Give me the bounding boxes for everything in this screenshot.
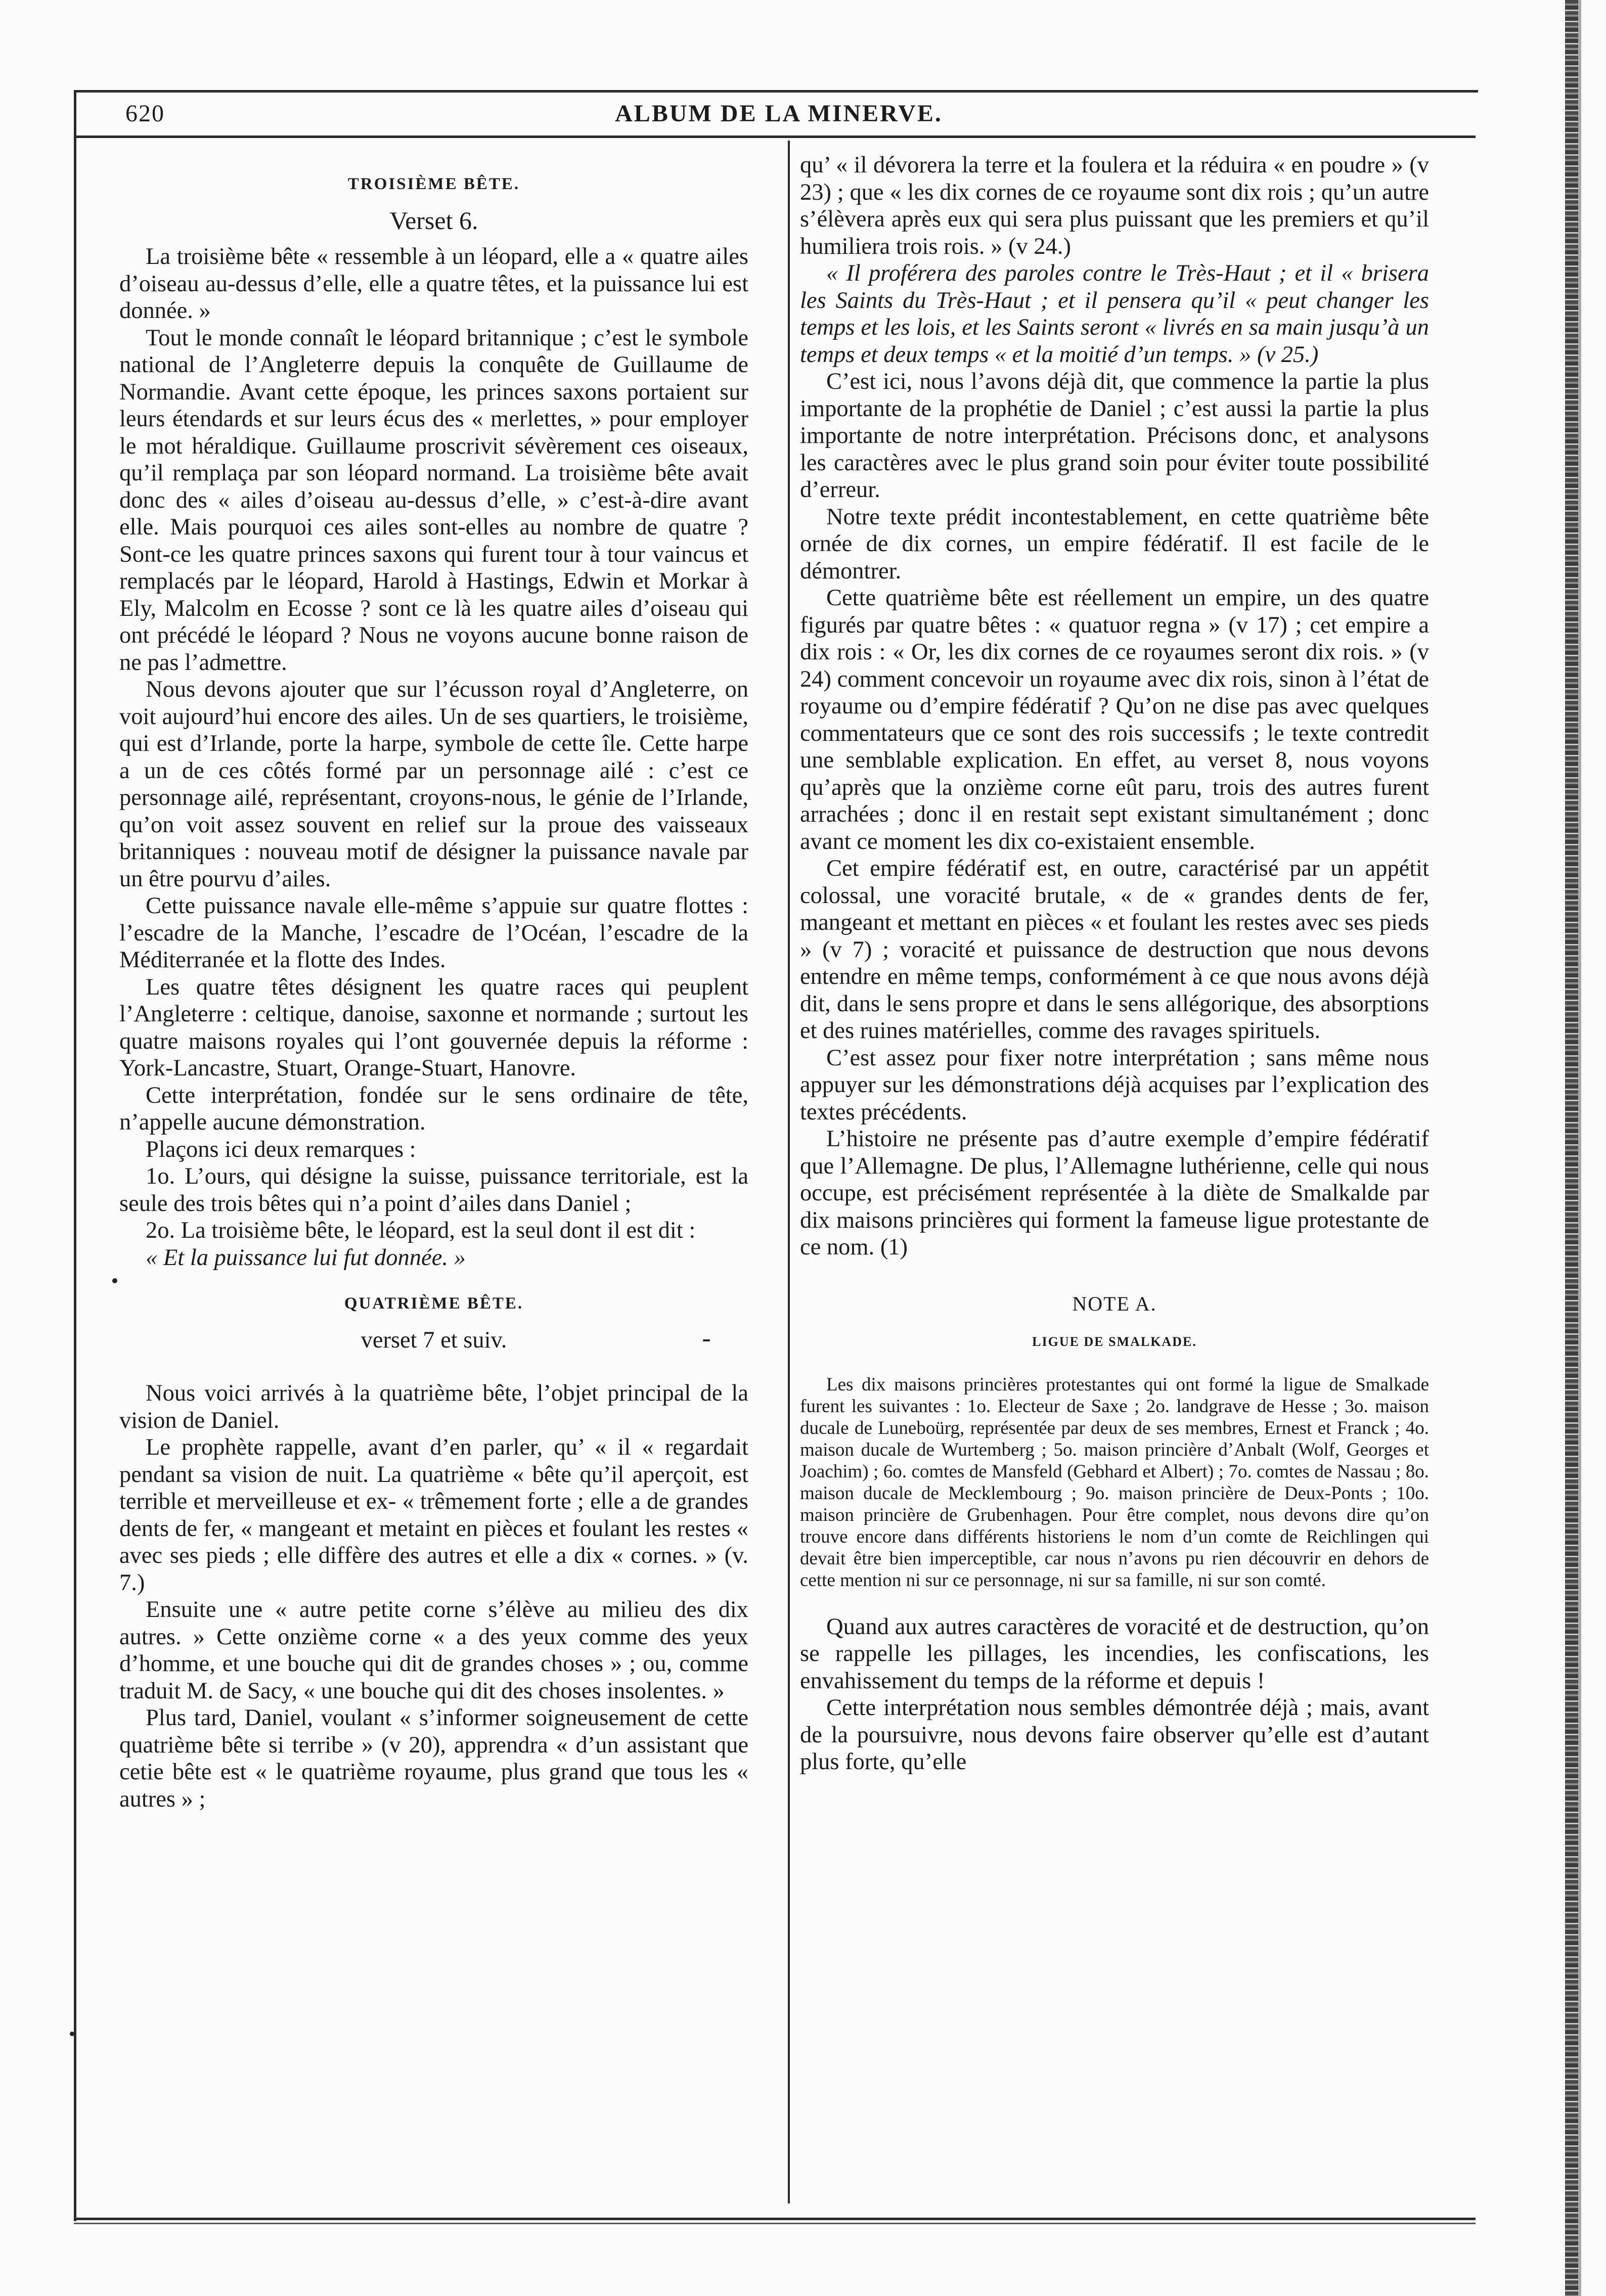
paragraph: Plus tard, Daniel, voulant « s’informer soigneusement de cette quatrième bête si terribe » (v 20), apprendra « d’un assistant que cetie bête est « le quatrième royaume, plus grand que tous les « autres » ; xyxy=(119,1705,748,1812)
verse-heading-7: verset 7 et suiv. xyxy=(361,1327,507,1353)
left-column xyxy=(119,152,748,1813)
paragraph: Cette interprétation, fondée sur le sens ordinaire de tête, n’appelle aucune démonstration. xyxy=(119,1082,748,1135)
right-column xyxy=(800,152,1429,1776)
speck xyxy=(112,1278,117,1283)
footer-rule xyxy=(74,2218,1476,2220)
paragraph: C’est assez pour fixer notre interprétation ; sans même nous appuyer sur les démonstrations déjà acquises par l’explication des textes précédents. xyxy=(800,1045,1429,1125)
quotation: « Et la puissance lui fut donnée. » xyxy=(146,1244,466,1271)
paragraph: C’est ici, nous l’avons déjà dit, que commence la partie la plus importante de la prophétie de Daniel ; c’est aussi la partie la plus importante de notre interprétation. Précisons donc, et analysons les caractères avec le plus grand soin pour éviter toute possibilité d’erreur. xyxy=(800,369,1429,503)
note-title: NOTE A. xyxy=(1072,1292,1157,1315)
paragraph: 2o. La troisième bête, le léopard, est la seul dont il est dit : xyxy=(146,1218,696,1243)
scanned-page-edge-shadow xyxy=(1578,0,1581,2296)
note-subtitle: LIGUE DE SMALKADE. xyxy=(1032,1334,1197,1349)
header-rule xyxy=(76,136,1476,138)
paragraph: Quand aux autres caractères de voracité et de destruction, qu’on se rappelle les pillages, les incendies, les confiscations, les envahissement du temps de la réforme et depuis ! xyxy=(800,1613,1429,1694)
verse-heading-6: Verset 6. xyxy=(389,206,478,235)
paragraph: Cette interprétation nous sembles démontrée déjà ; mais, avant de la poursuivre, nous devons faire observer qu’elle est d’autant plus forte, qu’elle xyxy=(800,1695,1429,1775)
paragraph: Notre texte prédit incontestablement, en cette quatrième bête ornée de dix cornes, un empire fédératif. Il est facile de le démontrer. xyxy=(800,504,1429,584)
column-divider xyxy=(788,141,790,2203)
paragraph: Les quatre têtes désignent les quatre races qui peuplent l’Angleterre : celtique, danoise, saxonne et normande ; surtout les quatre maisons royales qui l’ont gouvernée depuis la réforme : York-Lancastre, Stuart, Orange-Stuart, Hanovre. xyxy=(119,974,748,1081)
running-title: ALBUM DE LA MINERVE. xyxy=(615,100,943,127)
note-text: Les dix maisons princières protestantes qui ont formé la ligue de Smalkade furent les suivantes : 1o. Electeur de Saxe ; 2o. landgrave de Hesse ; 3o. maison ducale de Luneboürg, représentée par deux de ses membres, Ernest et Franck ; 4o. maison ducale de Wurtemberg ; 5o. maison princière d’Anbalt (Wolf, Georges et Joachim) ; 6o. comtes de Mansfeld (Gebhard et Albert) ; 7o. comtes de Nassau ; 8o. maison ducale de Mecklembourg ; 9o. maison princière de Deux-Ponts ; 10o. maison princière de Grubenhagen. Pour être complet, nous devons dire qu’on trouve encore dans différents historiens le nom d’un comte de Reichlingen qui devait être bien imperceptible, car nous n’avons pu rien découvrir en dehors de cette mention ni sur ce personnage, ni sur sa famille, ni sur son comté. xyxy=(800,1374,1429,1591)
scanned-page-edge xyxy=(1565,0,1578,2296)
paragraph: Plaçons ici deux remarques : xyxy=(146,1136,416,1162)
paragraph: Cette puissance navale elle-même s’appuie sur quatre flottes : l’escadre de la Manche, l’escadre de l’Océan, l’escadre de la Méditerranée et la flotte des Indes. xyxy=(119,893,748,973)
page-header xyxy=(86,94,1471,133)
paragraph: 1o. L’ours, qui désigne la suisse, puissance territoriale, est la seule des trois bêtes qui n’a point d’ailes dans Daniel ; xyxy=(119,1163,748,1217)
speck xyxy=(703,1339,710,1341)
paragraph: Tout le monde connaît le léopard britannique ; c’est le symbole national de l’Angleterre depuis la conquête de Guillaume de Normandie. Avant cette époque, les princes saxons portaient sur leurs étendards et sur leurs écus des « merlettes, » pour employer le mot héraldique. Guillaume proscrivit sévèrement ces oiseaux, qu’il remplaça par son léopard normand. La troisième bête avait donc des « ailes d’oiseau au-dessus d’elle, » c’est-à-dire avant elle. Mais pourquoi ces ailes sont-elles au nombre de quatre ? Sont-ce les quatre princes saxons qui furent tour à tour vaincus et remplacés par le léopard, Harold à Hastings, Edwin et Morkar à Ely, Malcolm en Ecosse ? sont ce là les quatre ailes d’oiseau qui ont précédé le léopard ? Nous ne voyons aucune bonne raison de ne pas l’admettre. xyxy=(119,325,748,676)
paragraph: Cet empire fédératif est, en outre, caractérisé par un appétit colossal, une voracité brutale, « de « grandes dents de fer, mangeant et mettant en pièces « et foulant les restes avec ses pieds » (v 7) ; voracité et puissance de destruction que nous devons entendre en même temps, conformément à ce que nous avons déjà dit, dans le sens propre et dans le sens allégorique, des absorptions et des ruines matérielles, comme des ravages spirituels. xyxy=(800,856,1429,1044)
quotation: « Il proférera des paroles contre le Très-Haut ; et il « brisera les Saints du Très-Haut ; et il pensera qu’il « peut changer les temps et les lois, et les Saints seront « livrés en sa main jusqu’à un temps et deux temps « et la moitié d’un temps. » (v 25.) xyxy=(800,260,1429,368)
paragraph: La troisième bête « ressemble à un léopard, elle a « quatre ailes d’oiseau au-dessus d’elle, elle a quatre têtes, et la puissance lui est donnée. » xyxy=(119,244,748,324)
paragraph: qu’ « il dévorera la terre et la foulera et la réduira « en poudre » (v 23) ; que « les dix cornes de ce royaume sont dix rois ; qu’un autre s’élèvera après eux qui sera plus puissant que les premiers et qu’il humiliera trois rois. » (v 24.) xyxy=(800,152,1429,259)
paragraph: Cette quatrième bête est réellement un empire, un des quatre figurés par quatre bêtes : « quatuor regna » (v 17) ; cet empire a dix rois : « Or, les dix cornes de ce royaumes seront dix rois. » (v 24) comment concevoir un royaume avec dix rois, sinon à l’état de royaume ou d’empire fédératif ? Qu’on ne dise pas avec quelques commentateurs que ce sont des rois successifs ; le texte contredit une semblable explication. En effet, au verset 8, nous voyons qu’après que la onzième corne eût paru, trois des autres furent arrachées ; donc il en restait sept existant simultanément ; donc avant ce moment les dix co-existaient ensemble. xyxy=(800,585,1429,854)
section-heading-troisieme: TROISIÈME BÊTE. xyxy=(347,175,520,193)
paragraph: Nous voici arrivés à la quatrième bête, l’objet principal de la vision de Daniel. xyxy=(119,1380,748,1433)
speck xyxy=(70,2032,74,2036)
page-number: 620 xyxy=(125,100,165,127)
paragraph: Ensuite une « autre petite corne s’élève au milieu des dix autres. » Cette onzième corne « a des yeux comme des yeux d’homme, et une bouche qui dit de grandes choses » ; ou, comme traduit M. de Sacy, « une bouche qui dit des choses insolentes. » xyxy=(119,1597,748,1704)
paragraph: Le prophète rappelle, avant d’en parler, qu’ « il « regardait pendant sa vision de nuit. La quatrième « bête qu’il aperçoit, est terrible et merveilleuse et ex- « trêmement forte ; elle a de grandes dents de fer, « mangeant et metaint en pièces et foulant les restes « avec ses pieds ; elle diffère des autres et elle a dix « cornes. » (v. 7.) xyxy=(119,1434,748,1596)
paragraph: L’histoire ne présente pas d’autre exemple d’empire fédératif que l’Allemagne. De plus, l’Allemagne luthérienne, celle qui nous occupe, est précisément représentée à la diète de Smalkalde par dix maisons princières qui forment la fameuse ligue protestante de ce nom. (1) xyxy=(800,1126,1429,1260)
paragraph: Nous devons ajouter que sur l’écusson royal d’Angleterre, on voit aujourd’hui encore des ailes. Un de ses quartiers, le troisième, qui est d’Irlande, porte la harpe, symbole de cette île. Cette harpe a un de ces côtés formé par un personnage ailé : c’est ce personnage ailé, représentant, croyons-nous, le génie de l’Irlande, qu’on voit assez souvent en relief sur la proue des vaisseaux britanniques : nouveau motif de désigner la puissance navale par un être pourvu d’ailes. xyxy=(119,677,748,892)
section-heading-quatrieme: QUATRIÈME BÊTE. xyxy=(344,1294,524,1313)
footer-rule-thin xyxy=(74,2223,1476,2224)
